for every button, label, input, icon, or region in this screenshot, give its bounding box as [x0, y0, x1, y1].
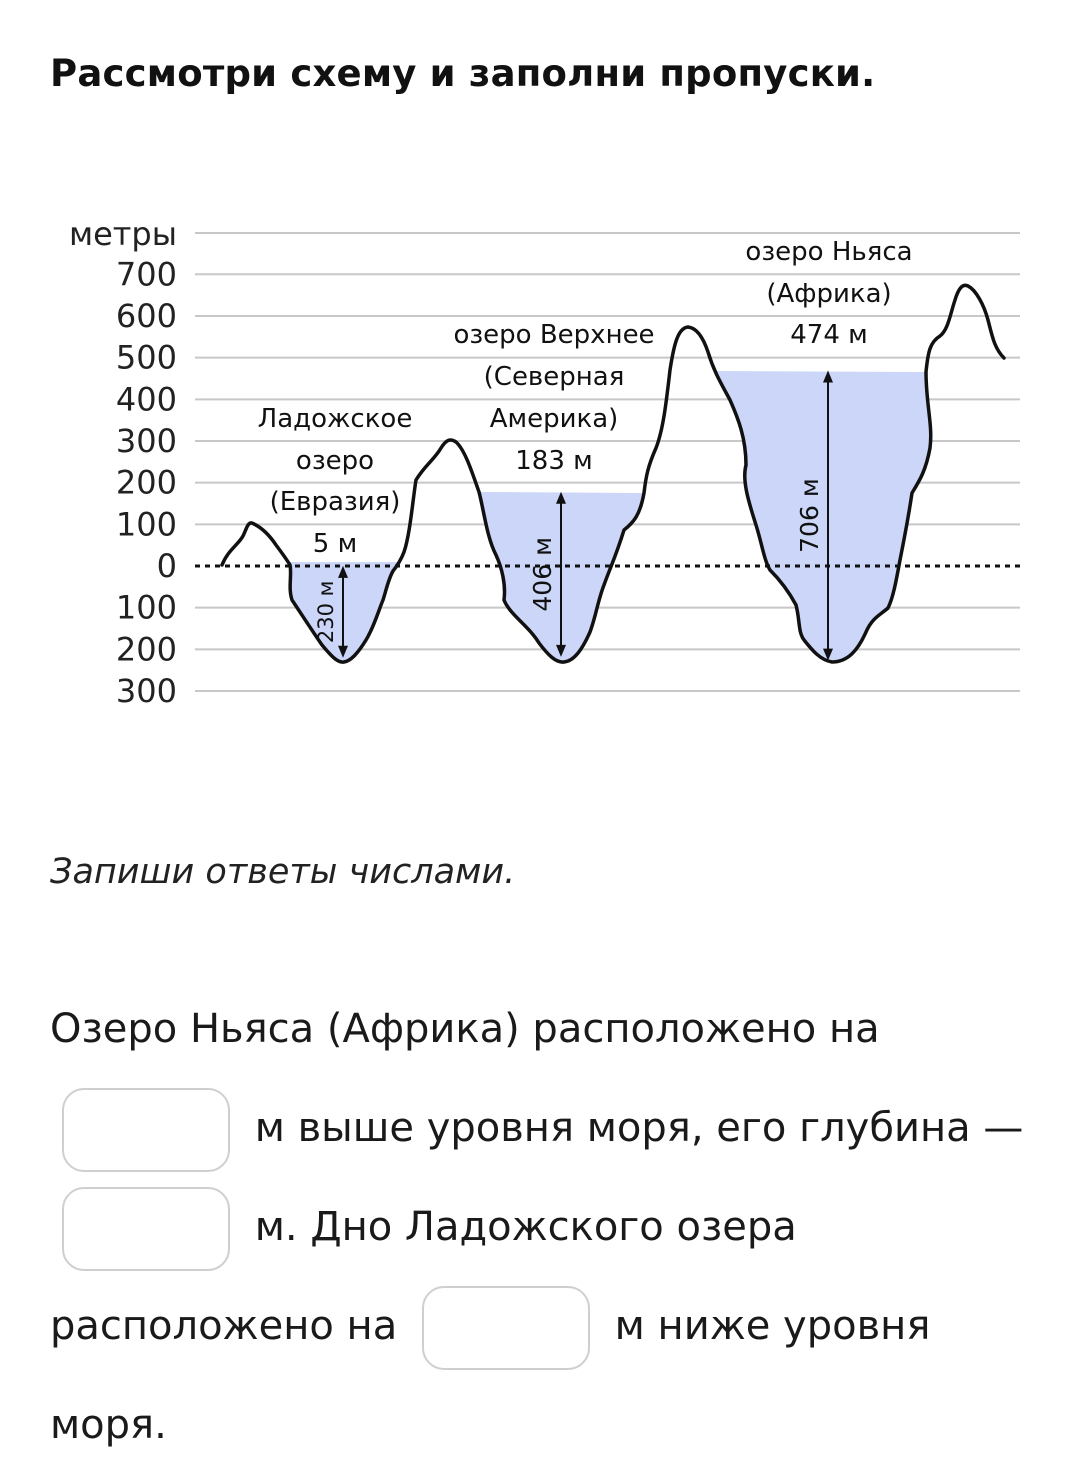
- sentence-part-1: Озеро Ньяса (Африка) расположено на: [50, 1006, 880, 1052]
- lake-label-line: озеро Верхнее: [453, 320, 655, 350]
- y-tick-label: 600: [115, 296, 177, 335]
- answer-input-depth[interactable]: [62, 1187, 230, 1271]
- y-tick-label: 700: [115, 255, 177, 294]
- lake-label-line: 474 м: [790, 320, 868, 350]
- lake-label-line: озеро: [295, 446, 375, 476]
- y-tick-label: 500: [115, 338, 177, 377]
- depth-label: 406 м: [528, 537, 557, 612]
- lake-label-line: озеро Ньяса: [745, 237, 913, 267]
- y-tick-label: 100: [115, 588, 177, 627]
- lake-label-line: 5 м: [312, 529, 358, 559]
- lake-label-line: (Северная: [483, 362, 625, 392]
- y-tick-label: 200: [115, 630, 177, 669]
- y-tick-label: 400: [115, 380, 177, 419]
- lake-label-line: (Евразия): [269, 487, 401, 517]
- lake-depth-diagram: [0, 200, 1080, 720]
- task-title: Рассмотри схему и заполни пропуски.: [50, 52, 876, 95]
- depth-label: 230 м: [314, 580, 338, 644]
- depth-label: 706 м: [795, 478, 824, 553]
- sentence-part-2: м выше уровня моря, его глубина —: [254, 1105, 1024, 1151]
- y-tick-label: 200: [115, 463, 177, 502]
- sentence-part-3: м. Дно Ладожского озера расположено на: [50, 1204, 797, 1349]
- answer-input-altitude[interactable]: [62, 1088, 230, 1172]
- answer-input-bottom[interactable]: [422, 1286, 590, 1370]
- lake-label-line: Америка): [489, 404, 619, 434]
- y-tick-label: 100: [115, 505, 177, 544]
- y-tick-label: 0: [156, 547, 177, 585]
- y-axis-labels: [69, 215, 177, 710]
- lake-label-line: (Африка): [766, 279, 892, 309]
- sentence-part-4: м ниже уровня моря.: [50, 1303, 931, 1448]
- y-tick-label: 300: [115, 672, 177, 711]
- lake-label-line: Ладожское: [257, 404, 413, 434]
- y-tick-label: 300: [115, 421, 177, 460]
- lake-label-line: 183 м: [515, 446, 593, 476]
- y-unit-label: метры: [68, 215, 177, 253]
- fill-in-sentence: [50, 980, 1040, 1475]
- instruction: Запиши ответы числами.: [50, 852, 516, 892]
